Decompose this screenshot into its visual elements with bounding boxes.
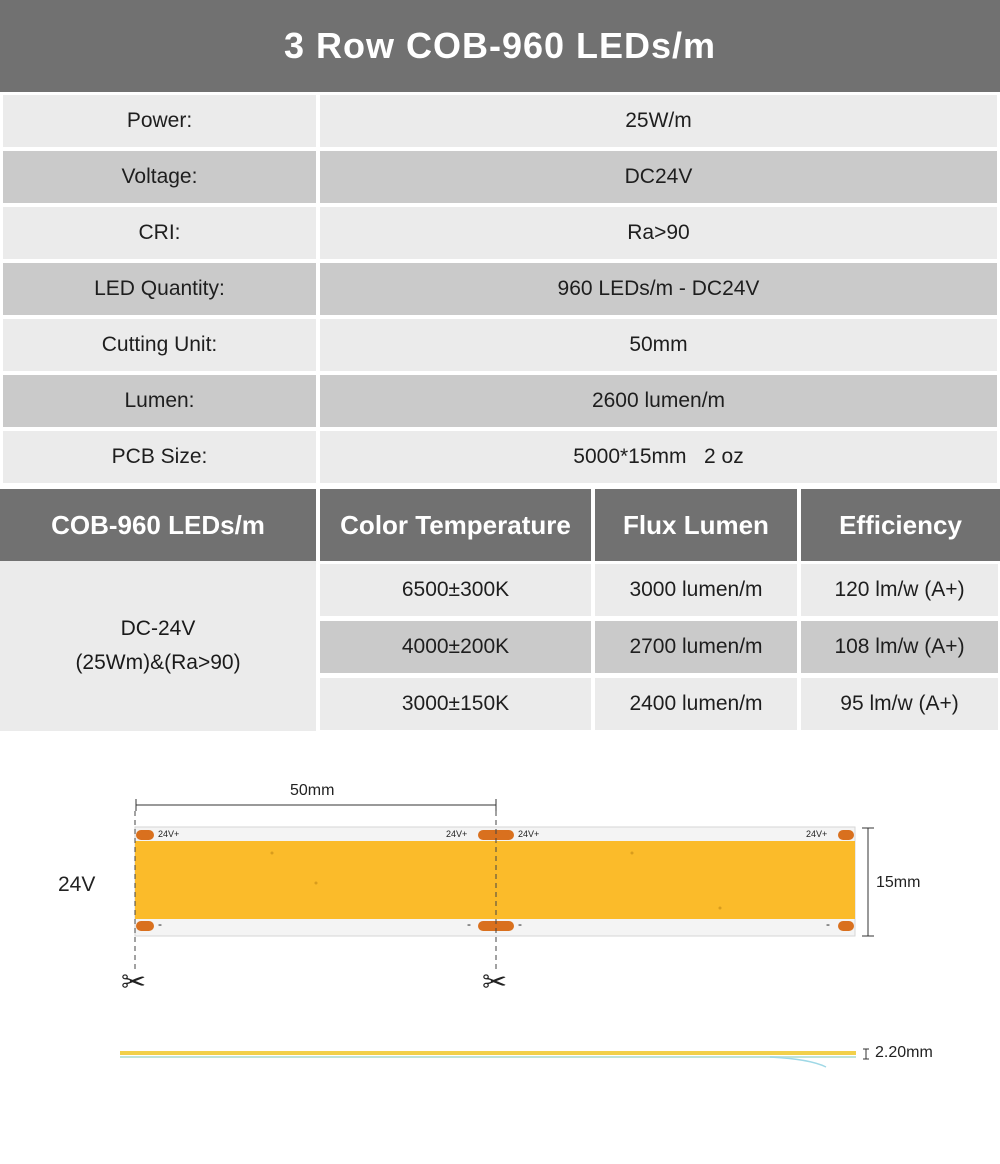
spec-label: Cutting Unit:	[3, 319, 316, 371]
solder-pad	[136, 921, 154, 931]
efficiency-cell: 95 lm/w (A+)	[801, 678, 998, 730]
pad-label-negative: -	[518, 917, 522, 931]
spec-label: LED Quantity:	[3, 263, 316, 315]
flux-cell: 2400 lumen/m	[595, 678, 797, 730]
efficiency-cell: 108 lm/w (A+)	[801, 621, 998, 673]
spec-row-pcb-size	[0, 428, 1000, 484]
pad-label-positive: 24V+	[518, 829, 540, 839]
flux-cell: 3000 lumen/m	[595, 564, 797, 616]
solder-pad	[136, 830, 154, 840]
pad-label-negative: -	[158, 917, 162, 931]
spec-row-cutting-unit	[0, 316, 1000, 372]
temp-table-body	[0, 561, 1000, 731]
pad-label-negative: -	[467, 917, 471, 931]
spec-value: 2600 lumen/m	[320, 375, 997, 427]
spec-row-lumen	[0, 372, 1000, 428]
spec-label: Voltage:	[3, 151, 316, 203]
spec-value: Ra>90	[320, 207, 997, 259]
led-strip-diagram	[0, 731, 1000, 1164]
header-efficiency: Efficiency	[801, 489, 1000, 561]
spec-row-power	[0, 92, 1000, 148]
spec-value: 960 LEDs/m - DC24V	[320, 263, 997, 315]
model-cell	[0, 561, 316, 731]
header-flux-lumen: Flux Lumen	[595, 489, 797, 561]
header-model: COB-960 LEDs/m	[0, 489, 316, 561]
header-color-temperature: Color Temperature	[320, 489, 591, 561]
spec-label: Lumen:	[3, 375, 316, 427]
led-strip-drawing	[0, 731, 1000, 1164]
model-line-2: (25Wm)&(Ra>90)	[75, 651, 241, 674]
scissors-icon: ✂	[482, 966, 508, 999]
width-label: 15mm	[876, 874, 921, 891]
solder-pad	[838, 921, 854, 931]
spec-value: 25W/m	[320, 95, 997, 147]
color-temp-cell: 3000±150K	[320, 678, 591, 730]
pad-label-positive: 24V+	[446, 829, 468, 839]
spec-label: CRI:	[3, 207, 316, 259]
spec-value: DC24V	[320, 151, 997, 203]
page-title: 3 Row COB-960 LEDs/m	[0, 0, 1000, 92]
spec-label: Power:	[3, 95, 316, 147]
cut-length-label: 50mm	[290, 782, 335, 799]
pad-label-negative: -	[826, 917, 830, 931]
color-temp-cell: 6500±300K	[320, 564, 591, 616]
spec-value: 50mm	[320, 319, 997, 371]
thickness-label: 2.20mm	[875, 1044, 933, 1061]
scissors-icon: ✂	[121, 966, 147, 999]
spec-row-led-quantity	[0, 260, 1000, 316]
spec-value: 5000*15mm 2 oz	[320, 431, 997, 483]
temp-table-header	[0, 489, 1000, 561]
spec-row-voltage	[0, 148, 1000, 204]
cob-led-area	[135, 841, 855, 919]
model-line-1: DC-24V	[120, 617, 196, 640]
pad-label-positive: 24V+	[806, 829, 828, 839]
strip-side-profile	[120, 1051, 856, 1055]
spec-row-cri	[0, 204, 1000, 260]
spec-label: PCB Size:	[3, 431, 316, 483]
solder-pad	[838, 830, 854, 840]
voltage-label: 24V	[58, 873, 96, 896]
color-temp-cell: 4000±200K	[320, 621, 591, 673]
efficiency-cell: 120 lm/w (A+)	[801, 564, 998, 616]
flux-cell: 2700 lumen/m	[595, 621, 797, 673]
pad-label-positive: 24V+	[158, 829, 180, 839]
